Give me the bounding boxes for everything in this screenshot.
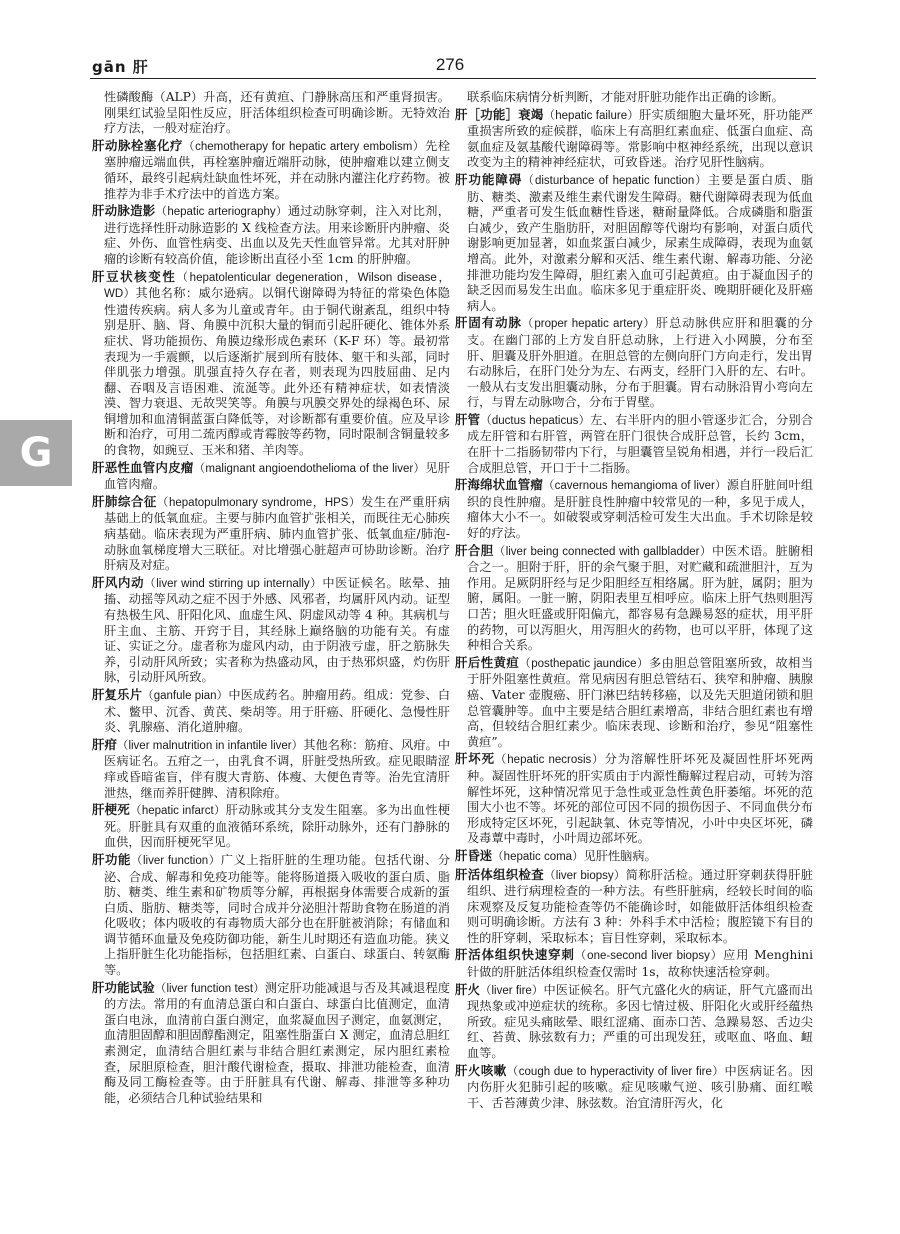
- entry-text: 中医证候名。眩晕、抽搐、动摇等风动之症不因于外感、风邪者，均属肝风内动。证型有热极生风、肝阳化风、血虚生风、阴虚风动等 4 种。其病机与肝主血、主筋、开窍于目，其经脉上巅络脑的功能有关。有虚证、实证之分。虚者称为虚风内动，由于阴液亏虚，肝之筋脉失养，引动肝风所致；实者称为热盛动风，由于热邪炽盛，灼伤肝脉，引动肝风所致。: [104, 575, 450, 685]
- entry-term: 肝功能障碍: [455, 171, 523, 187]
- entry-term: 肝昏迷: [455, 847, 493, 863]
- entry-english: （disturbance of hepatic function）: [522, 174, 708, 187]
- entry-text: 源自肝脏间叶组织的良性肿瘤。是肝脏良性肿瘤中较常见的一种，多见于成人，瘤体大小不一。如破裂或穿刺活检可发生大出血。手术切除是较好的疗法。: [467, 478, 813, 541]
- entry-text: 分为溶解性肝坏死及凝固性肝坏死两种。凝固性肝坏死的肝实质由于内源性酶解过程启动，可转为溶解性坏死，这种情况常见于急性或亚急性黄色肝萎缩。坏死的范围大小也不等。坏死的部位可因不同的损伤因子、不同血供分布形成特定区坏死，引起缺氧、休克等情况，小叶中央区坏死，磷及毒蕈中毒时，小叶周边部坏死。: [467, 752, 813, 846]
- running-head: gān 肝: [92, 58, 149, 76]
- entry-text: 主要是蛋白质、脂肪、糖类、激素及维生素代谢发生障碍。糖代谢障碍表现为低血糖，严重者可发生低血糖性昏迷，糖耐量降低。合成磷脂和脂蛋白减少，致产生脂肪肝，对胆固醇等代谢均有影响，对蛋白质代谢影响更加显著，如血浆蛋白减少，尿素生成障碍，表现为血氨增高。此外，对激素分解和灭活、维生素代谢、解毒功能、分泌排泄功能均发生障碍，胆红素入血可引起黄疸。由于凝血因子的缺乏因而易发生出血。临床多见于重症肝炎、晚期肝硬化及肝癌病人。: [467, 172, 813, 313]
- entry-text: 先栓塞肿瘤远端血供，再栓塞肿瘤近端肝动脉，使肿瘤难以建立侧支循环，最终引起病灶缺血性坏死，并在动脉内灌注化疗药物。被推荐为非手术疗法中的首选方案。: [104, 138, 450, 201]
- dictionary-entry: [455, 315, 813, 411]
- dictionary-entry: [455, 172, 813, 314]
- entry-term: 肝管: [455, 411, 481, 427]
- header-divider: [90, 78, 816, 79]
- right-column: [455, 90, 813, 1210]
- entry-text: 其他名称：威尔逊病。以铜代谢障碍为特征的常染色体隐性遗传疾病。病人多为儿童或青年。由于铜代谢紊乱，组织中特别是肝、脑、肾、角膜中沉积大量的铜而引起肝硬化、锥体外系症状、肾功能损伤、角膜边缘形成色素环（K-F 环）等。最初常表现为一手震颤，以后逐渐扩展到所有肢体、躯干和头部，同时伴肌张力增强。肌强直持久存在者，则表现为四肢屈曲、足内翻、吞咽及言语困难、流涎等。此外还有精神症状，如表情淡漠、智力衰退、无故哭笑等。角膜与巩膜交界处的绿褐色环、尿铜增加和血清铜蓝蛋白降低等，对诊断都有重要价值。应及早诊断和治疗，可用二巯丙醇或青霉胺等药物，同时限制含铜量较多的食物，如豌豆、玉米和猪、羊肉等。: [104, 286, 450, 458]
- page-number: 276: [435, 55, 465, 74]
- entry-text: 中医病证名。因内伤肝火犯肺引起的咳嗽。症见咳嗽气逆、咳引胁痛、面红喉干、舌苔薄黄少津、脉弦数。治宜清肝泻火，化: [467, 1063, 813, 1110]
- dictionary-entry: [92, 575, 450, 686]
- dictionary-entry: [92, 138, 450, 202]
- entry-term: 肝功能试验: [92, 979, 155, 995]
- dictionary-entry: [455, 751, 813, 847]
- dictionary-entry: [92, 737, 450, 801]
- entry-english: （posthepatic jaundice）: [519, 657, 649, 670]
- entry-continuation: [92, 90, 450, 137]
- entry-term: 肝固有动脉: [455, 315, 522, 331]
- entry-text: 肝实质细胞大量坏死，肝功能严重损害所致的症候群，临床上有高胆红素血症、低蛋白血症、高氨血症及氨基酸代谢障碍等。常影响中枢神经系统，出现以意识改变为主的精神神经症状，可致昏迷。治疗见肝性脑病。: [467, 107, 813, 170]
- entry-english: （hepatic infarct）: [130, 805, 226, 818]
- entry-english: （liver fire）: [479, 984, 544, 997]
- entry-english: （ganfule pian）: [142, 689, 229, 702]
- entry-term: 肝动脉栓塞化疗: [92, 137, 183, 153]
- entry-text: 应用 Menghini 针做的肝脏活体组织检查仅需时 1s，故称快速活检穿刺。: [467, 948, 813, 980]
- left-column: [92, 90, 450, 1210]
- dictionary-entry: [92, 687, 450, 736]
- entry-text: 见肝血管肉瘤。: [104, 460, 450, 492]
- entry-english: （ductus hepaticus）: [480, 414, 591, 427]
- entry-text: 左、右半肝内的胆小管逐步汇合，分别合成左肝管和右肝管，两管在肝门很快合成肝总管，长约 3cm，在肝十二指肠韧带内下行，与胆囊管呈锐角相遇，并行一段后汇合成胆总管，开口于十二指肠。: [467, 412, 813, 475]
- entry-english: （hepatolenticular degeneration，Wilson disease，WD）: [104, 271, 450, 301]
- entry-english: （hepatic arteriography）: [155, 206, 288, 219]
- entry-term: 肝恶性血管内皮瘤: [92, 459, 194, 475]
- dictionary-entry: [92, 494, 450, 574]
- entry-english: （hepatic necrosis）: [494, 754, 605, 767]
- entry-text: 肝总动脉供应肝和胆囊的分支。在幽门部的上方发自肝总动脉，上行进入小网膜，分布至肝、胆囊及肝外胆道。在胆总管的左侧向肝门方向走行，发出胃右动脉后，在肝门处分为左、右两支，经肝门入肝的左、右叶。一般从右支发出胆囊动脉，分布于胆囊。胃右动脉沿胃小弯向左行，与胃左动脉吻合，分布于胃壁。: [467, 316, 813, 410]
- dictionary-entry: [92, 852, 450, 979]
- entry-text: 肝动脉或其分支发生阻塞。多为出血性梗死。肝脏具有双重的血液循环系统，除肝动脉外，还有门静脉的血供，因而肝梗死罕见。: [104, 803, 450, 850]
- entry-text: 多由胆总管阻塞所致，故相当于肝外阻塞性黄疸。常见病因有胆总管结石、狭窄和肿瘤、胰腺癌、Vater 壶腹癌、肝门淋巴结转移癌，以及先天胆道闭锁和胆总管囊肿等。血中主要是结合胆红素增高，非结合胆红素也有增高，但较结合胆红素少。临床表现、诊断和治疗，参见“阻塞性黄疸”。: [467, 655, 813, 749]
- dictionary-entry: [92, 460, 450, 493]
- entry-term: 肝动脉造影: [92, 203, 156, 219]
- entry-text: 简称肝活检。通过肝穿刺获得肝脏组织、进行病理检查的一种方法。有些肝脏病，经较长时间的临床观察及反复功能检查等仍不能确诊时，如能做肝活体组织检查则可明确诊断。方法有 3 种：外科手术中活检；腹腔镜下有目的性的肝穿刺，采取标本；盲目性穿刺，采取标本。: [467, 867, 813, 945]
- dictionary-entry: [92, 980, 450, 1107]
- entry-english: （hepatopulmonary syndrome，HPS）: [156, 496, 362, 509]
- entry-text: 中医术语。脏腑相合之一。胆附于肝，肝的余气聚于胆，对贮藏和疏泄胆汁，互为作用。足厥阴肝经与足少阳胆经互相络属。肝为脏，属阴；胆为腑，属阳。一脏一腑，阴阳表里互相呼应。临床上肝气热则胆泻口苦；胆火旺盛或肝阳偏亢，都容易有急躁易怒的症状，用平肝的药物，可以泻胆火，用泻胆火的药物，也可以平肝，体现了这种相合关系。: [467, 543, 813, 653]
- dictionary-entry: [455, 848, 813, 866]
- dictionary-entry: [455, 412, 813, 476]
- entry-text: 发生在严重肝病基础上的低氧血症。主要与肺内血管扩张相关，而既往无心肺疾病基础。临床表现为严重肝病、肺内血管扩张、低氧血症/肺泡-动脉血氧梯度增大三联征。对比增强心脏超声可协助诊断。治疗肝病及对症。: [104, 494, 450, 573]
- entry-english: （hepatic coma）: [492, 850, 584, 863]
- entry-term: 肝合胆: [455, 542, 494, 558]
- entry-english: （liver function test）: [154, 982, 265, 995]
- entry-term: 肝复乐片: [92, 686, 143, 702]
- entry-term: 肝梗死: [92, 802, 131, 818]
- dictionary-entry: [455, 477, 813, 541]
- entry-english: （liver being connected with gallbladder）: [493, 545, 712, 558]
- entry-term: 肝豆状核变性: [92, 268, 177, 284]
- entry-term: 肝活体组织检查: [455, 866, 544, 882]
- entry-term: 肝［功能］衰竭: [455, 106, 544, 122]
- entry-term: 肝坏死: [455, 751, 495, 767]
- entry-text: 性磷酸酶（ALP）升高，还有黄疸、门静脉高压和严重肾损害。刚果红试验呈阳性反应，肝活体组织检查可明确诊断。无特效治疗方法，一般对症治疗。: [104, 90, 450, 136]
- entry-text: 测定肝功能减退与否及其减退程度的方法。常用的有血清总蛋白和白蛋白、球蛋白比值测定，血清蛋白电泳，血清前白蛋白测定，血浆凝血因子测定，血氨测定，血清胆固醇和胆固醇酯测定，阻塞性脂蛋白 X 测定，血清总胆红素测定，血清结合胆红素与非结合胆红素测定，尿内胆红素检查，尿胆原检查，胆汁酸代谢检查，摄取、排泄功能检查，血清酶及同工酶检查等。由于肝脏具有代谢、解毒、排泄等多种功能，必须结合几种试验结果和: [104, 980, 450, 1105]
- entry-english: （chemotherapy for hepatic artery embolism）: [183, 140, 426, 153]
- dictionary-entry: [455, 947, 813, 980]
- dictionary-entry: [455, 107, 813, 171]
- entry-english: （malignant angioendothelioma of the liver）: [193, 462, 426, 475]
- dictionary-entry: [92, 269, 450, 459]
- entry-continuation: [455, 90, 813, 106]
- dictionary-entry: [455, 543, 813, 654]
- entry-english: （hepatic failure）: [543, 109, 640, 122]
- entry-english: （liver function）: [130, 854, 221, 867]
- entry-term: 肝后性黄疸: [455, 654, 520, 670]
- dictionary-entry: [455, 867, 813, 947]
- entry-text: 中医成药名。肿瘤用药。组成：党参、白术、鳖甲、沉香、黄芪、柴胡等。用于肝癌、肝硬化、急慢性肝炎、乳腺癌、消化道肿瘤。: [104, 687, 450, 735]
- entry-text: 中医证候名。肝气亢盛化火的病证，肝气亢盛而出现热象或冲逆症状的统称。多因七情过极、肝阳化火或肝经蕴热所致。症见头痛眩晕、眼红涩痛、面赤口苦、急躁易怒、舌边尖红、苔黄、脉弦数有力；严重的可出现发狂，或呕血、咯血、衄血等。: [467, 982, 813, 1061]
- entry-text: 广义上指肝脏的生理功能。包括代谢、分泌、合成、解毒和免疫功能等。能将肠道摄入吸收的蛋白质、脂肪、糖类、维生素和矿物质等分解，再根据身体需要合成新的蛋白质、脂肪、糖类等，同时合成并分泌胆汁帮助食物在肠道的消化吸收；体内吸收的有毒物质大部分也在肝脏被消除；有储血和调节循环血量及免疫防御功能，新生儿时期还有造血功能。狭义上指肝脏生化功能指标，包括胆红素、白蛋白、球蛋白、转氨酶等。: [104, 852, 450, 978]
- entry-term: 肝火: [455, 981, 480, 997]
- entry-term: 肝活体组织快速穿刺: [455, 947, 575, 963]
- letter-thumb-tab: G: [0, 420, 72, 486]
- entry-text: 其他名称：筋疳、风疳。中医病证名。五疳之一，由乳食不调，肝脏受热所致。症见眼睛涩痒或昏暗雀盲，伴有腹大青筋、体瘦、大便色青等。治先宜清肝泄热，继而养肝健脾、清积除疳。: [104, 737, 450, 800]
- entry-english: （cavernous hemangioma of liver）: [542, 480, 727, 493]
- entry-english: （liver malnutrition in infantile liver）: [116, 739, 304, 752]
- dictionary-entry: [92, 802, 450, 851]
- entry-english: （proper hepatic artery）: [521, 318, 656, 331]
- entry-term: 肝海绵状血管瘤: [455, 477, 543, 493]
- entry-text: 见肝性脑病。: [583, 848, 657, 863]
- entry-text: 联系临床病情分析判断，才能对肝脏功能作出正确的诊断。: [467, 90, 784, 104]
- dictionary-entry: [455, 1063, 813, 1112]
- entry-english: （cough due to hyperactivity of liver fire）: [506, 1065, 725, 1078]
- entry-term: 肝功能: [92, 851, 131, 867]
- entry-term: 肝疳: [92, 736, 117, 752]
- dictionary-entry: [455, 982, 813, 1062]
- entry-english: （liver wind stirring up internally）: [144, 577, 323, 590]
- entry-term: 肝火咳嗽: [455, 1062, 507, 1078]
- entry-term: 肝肺综合征: [92, 493, 157, 509]
- entry-english: （liver biopsy）: [543, 869, 626, 882]
- entry-term: 肝风内动: [92, 574, 145, 590]
- dictionary-entry: [92, 203, 450, 267]
- entry-text: 通过动脉穿刺，注入对比剂，进行选择性肝动脉造影的 X 线检查方法。用来诊断肝内肿瘤、炎症、外伤、血管性病变、出血以及先天性血管异常。尤其对肝肿瘤的诊断有较高价值，能诊断出直径小至 1cm 的肝肿瘤。: [104, 204, 450, 266]
- dictionary-entry: [455, 655, 813, 751]
- entry-english: （one-second liver biopsy）: [574, 950, 724, 963]
